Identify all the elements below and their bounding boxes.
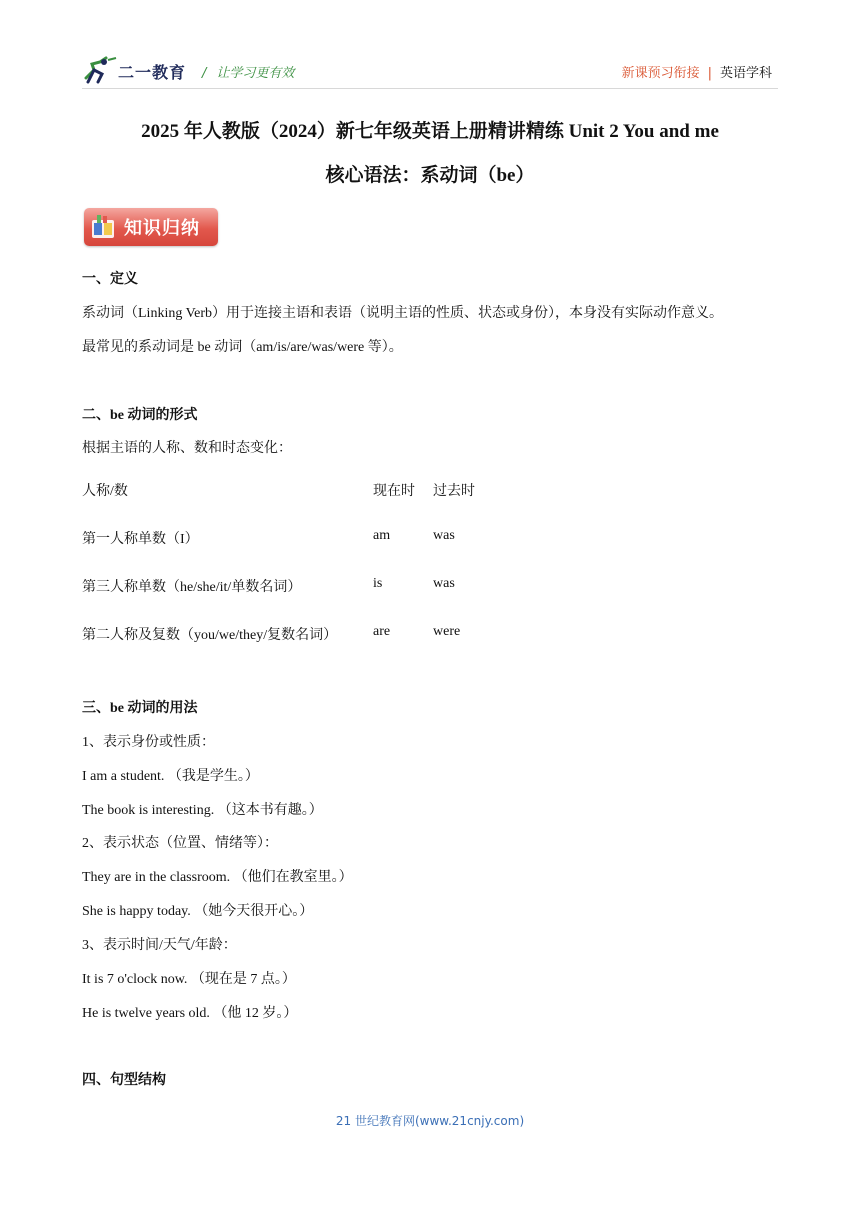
- table-cell-present: am: [373, 528, 391, 543]
- section-forms-heading: 二、be 动词的形式: [82, 408, 198, 423]
- table-header-present: 现在时: [373, 484, 415, 499]
- subject-label: 英语学科: [719, 66, 772, 81]
- knowledge-summary-badge: [84, 208, 218, 246]
- table-cell-person: 第三人称单数（he/she/it/单数名词）: [82, 580, 302, 595]
- slogan-text: 让学习更有效: [216, 66, 295, 81]
- usage-line: She is happy today. （她今天很开心。）: [82, 904, 314, 919]
- table-cell-present: are: [373, 624, 391, 639]
- table-cell-person: 第一人称单数（I）: [82, 532, 199, 547]
- slogan: [202, 62, 294, 81]
- course-label: 新课预习衔接: [621, 66, 700, 81]
- page-header: [82, 56, 778, 89]
- section-definition-heading: 一、定义: [82, 272, 138, 287]
- table-header-past: 过去时: [433, 484, 475, 499]
- footer-link[interactable]: 21 世纪教育网(www.21cnjy.com): [335, 1114, 525, 1128]
- usage-line: The book is interesting. （这本书有趣。）: [82, 803, 323, 818]
- document-subtitle: 核心语法：系动词（be）: [325, 165, 535, 186]
- section-usage-heading: 三、be 动词的用法: [82, 701, 198, 716]
- slogan-slash: /: [202, 66, 207, 81]
- definition-paragraph-1: 系动词（Linking Verb）用于连接主语和表语（说明主语的性质、状态或身份），本身没有实际动作意义。: [82, 306, 724, 321]
- usage-line: He is twelve years old. （他 12 岁。）: [82, 1006, 298, 1021]
- header-divider: |: [707, 66, 712, 81]
- logo-text: 二一教育: [118, 63, 187, 82]
- table-cell-present: is: [373, 576, 383, 591]
- table-cell-past: were: [433, 624, 461, 639]
- section-structure-heading: 四、句型结构: [82, 1073, 166, 1088]
- badge-label: 知识归纳: [124, 218, 200, 239]
- table-cell-past: was: [433, 528, 455, 543]
- document-title: 2025 年人教版（2024）新七年级英语上册精讲精练 Unit 2 You and me: [141, 121, 719, 142]
- table-header-person: 人称/数: [82, 484, 128, 499]
- header-course-info: [622, 62, 772, 81]
- runner-logo-icon: [82, 56, 118, 84]
- definition-paragraph-2: 最常见的系动词是 be 动词（am/is/are/was/were 等）。: [82, 340, 403, 355]
- book-icon: [91, 214, 115, 240]
- table-cell-past: was: [433, 576, 455, 591]
- usage-line: 2、表示状态（位置、情绪等）：: [82, 836, 278, 851]
- usage-line: 1、表示身份或性质：: [82, 735, 215, 750]
- usage-line: I am a student. （我是学生。）: [82, 769, 259, 784]
- table-cell-person: 第二人称及复数（you/we/they/复数名词）: [82, 628, 338, 643]
- usage-line: They are in the classroom. （他们在教室里。）: [82, 870, 353, 885]
- usage-line: It is 7 o'clock now. （现在是 7 点。）: [82, 972, 296, 987]
- site-logo[interactable]: [82, 56, 188, 84]
- forms-intro: 根据主语的人称、数和时态变化：: [82, 441, 292, 456]
- usage-line: 3、表示时间/天气/年龄：: [82, 938, 237, 953]
